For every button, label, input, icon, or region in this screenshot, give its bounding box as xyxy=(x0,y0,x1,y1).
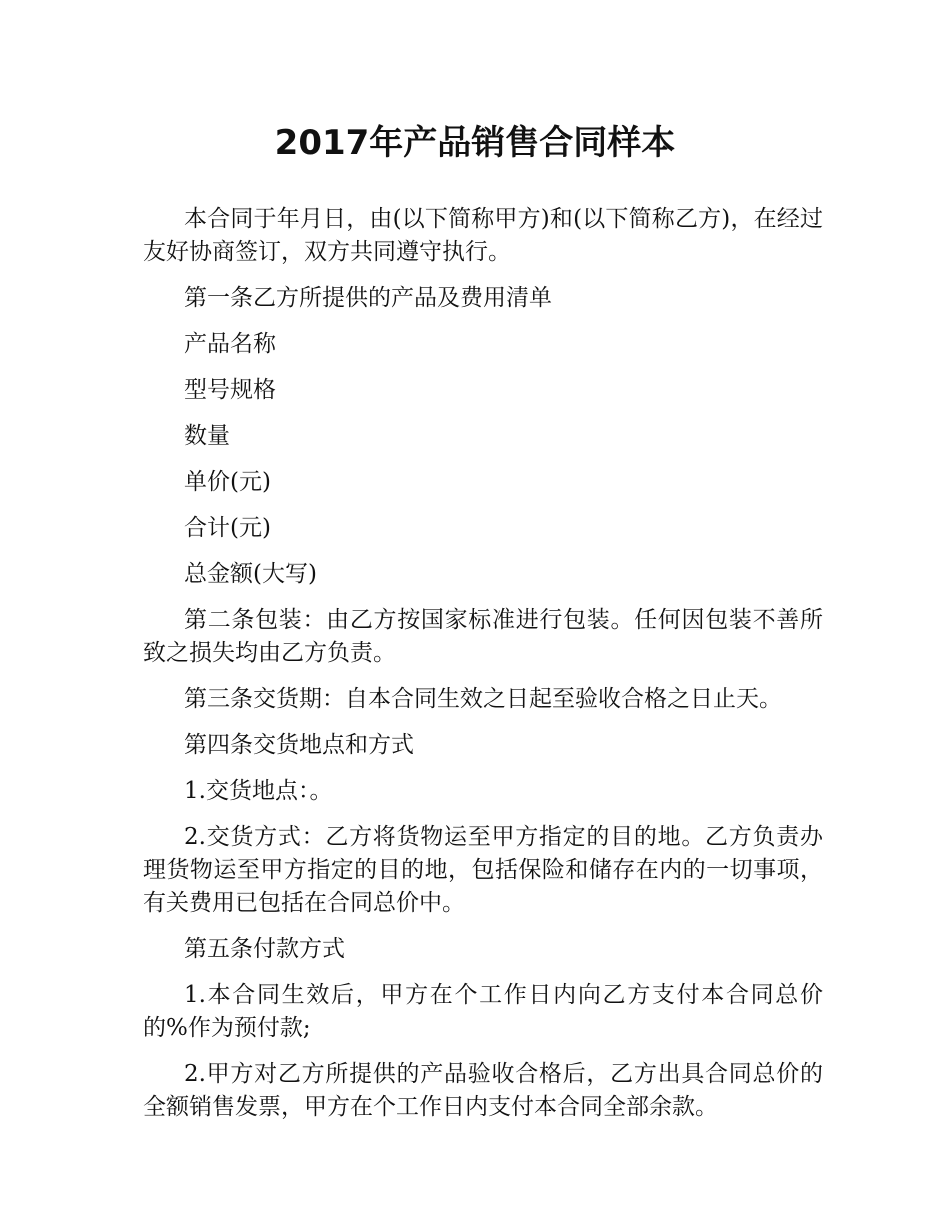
list-item-unit-price: 单价(元) xyxy=(184,469,271,495)
list-item-quantity: 数量 xyxy=(184,423,230,449)
document-body xyxy=(143,203,823,1137)
article-5-item-2: 2.甲方对乙方所提供的产品验收合格后，乙方出具合同总价的全额销售发票，甲方在个工作日内支付本合同全部余款。 xyxy=(143,1061,823,1120)
list-item-total-amount: 总金额(大写) xyxy=(184,561,317,587)
list-item-model-spec: 型号规格 xyxy=(184,377,276,403)
article-4-item-2: 2.交货方式：乙方将货物运至甲方指定的目的地。乙方负责办理货物运至甲方指定的目的地，包括保险和储存在内的一切事项，有关费用已包括在合同总价中。 xyxy=(143,824,823,916)
article-2-packaging: 第二条包装：由乙方按国家标准进行包装。任何因包装不善所致之损失均由乙方负责。 xyxy=(143,607,823,666)
article-4-heading: 第四条交货地点和方式 xyxy=(184,732,414,758)
article-1-heading: 第一条乙方所提供的产品及费用清单 xyxy=(184,285,552,311)
article-5-heading: 第五条付款方式 xyxy=(184,936,345,962)
document-title: 2017年产品销售合同样本 xyxy=(274,123,676,163)
article-3-delivery-period: 第三条交货期：自本合同生效之日起至验收合格之日止天。 xyxy=(184,686,782,712)
list-item-product-name: 产品名称 xyxy=(184,331,276,357)
article-4-item-1: 1.交货地点：。 xyxy=(184,778,333,804)
article-5-item-1: 1.本合同生效后，甲方在个工作日内向乙方支付本合同总价的%作为预付款; xyxy=(143,982,823,1041)
intro-paragraph: 本合同于年月日，由(以下简称甲方)和(以下简称乙方)，在经过友好协商签订，双方共同遵守执行。 xyxy=(143,206,823,265)
list-item-subtotal: 合计(元) xyxy=(184,515,271,541)
